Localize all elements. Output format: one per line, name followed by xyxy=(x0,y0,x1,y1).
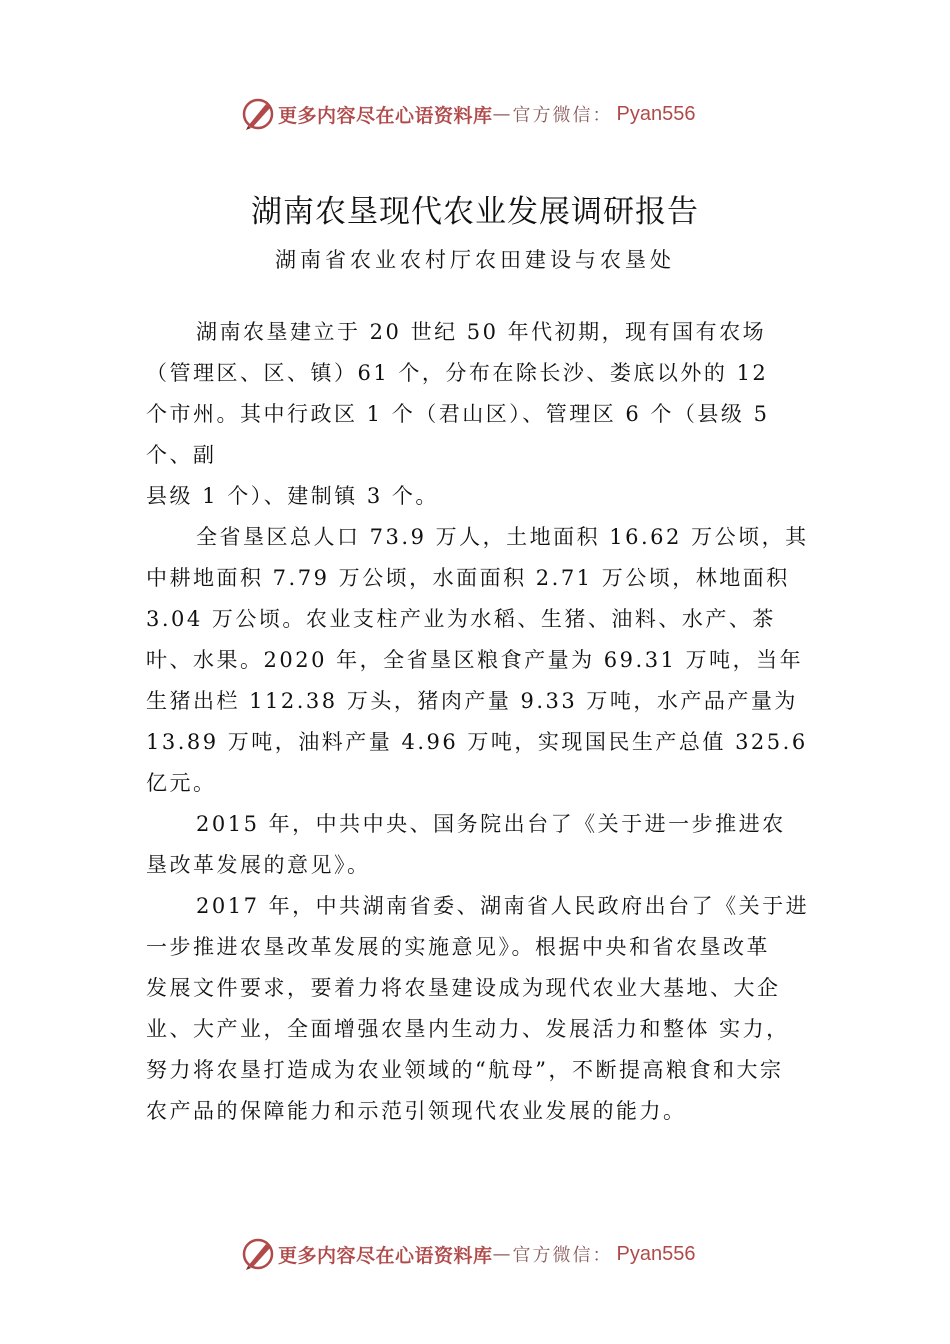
p4-line1: 2017 年，中共湖南省委、湖南省人民政府出台了《关于进 xyxy=(196,894,810,918)
watermark-wechat-id: Pyan556 xyxy=(616,102,696,125)
pen-logo-icon xyxy=(240,1236,276,1272)
p1-line1: 湖南农垦建立于 20 世纪 50 年代初期，现有国有农场 xyxy=(196,320,767,344)
p3-line2: 垦改革发展的意见》。 xyxy=(146,853,371,877)
watermark-wechat-id: Pyan556 xyxy=(616,1242,696,1265)
watermark-dash: — xyxy=(492,1243,513,1265)
p1-line4: 个、副 xyxy=(146,443,217,467)
p4-line2: 一步推进农垦改革发展的实施意见》。根据中央和省农垦改革 xyxy=(146,935,770,959)
watermark-wechat-label: 官方微信： xyxy=(512,105,613,126)
pen-logo-icon xyxy=(240,96,276,132)
watermark-brand: 更多内容尽在心语资料库 xyxy=(278,104,493,127)
p2-line5: 生猪出栏 112.38 万头，猪肉产量 9.33 万吨，水产品产量为 xyxy=(146,689,798,713)
p1-line2: （管理区、区、镇）61 个，分布在除长沙、娄底以外的 12 xyxy=(146,361,769,385)
watermark-header xyxy=(240,96,740,132)
document-title: 湖南农垦现代农业发展调研报告 xyxy=(251,194,699,230)
p2-line2: 中耕地面积 7.79 万公顷，水面面积 2.71 万公顷，林地面积 xyxy=(146,566,790,590)
watermark-footer xyxy=(240,1236,740,1272)
watermark-wechat-label: 官方微信： xyxy=(512,1245,613,1266)
p2-line3: 3.04 万公顷。农业支柱产业为水稻、生猪、油料、水产、茶 xyxy=(146,607,776,631)
p3-line1: 2015 年，中共中央、国务院出台了《关于进一步推进农 xyxy=(196,812,786,836)
document-body xyxy=(146,312,816,1132)
document-subtitle: 湖南省农业农村厅农田建设与农垦处 xyxy=(275,248,675,272)
p2-line6: 13.89 万吨，油料产量 4.96 万吨，实现国民生产总值 325.6 xyxy=(146,730,808,754)
p4-line4: 业、大产业，全面增强农垦内生动力、发展活力和整体 实力， xyxy=(146,1017,790,1041)
p4-line6: 农产品的保障能力和示范引领现代农业发展的能力。 xyxy=(146,1099,687,1123)
watermark-dash: — xyxy=(492,103,513,125)
p4-line3: 发展文件要求，要着力将农垦建设成为现代农业大基地、大企 xyxy=(146,976,781,1000)
p2-line4: 叶、水果。2020 年，全省垦区粮食产量为 69.31 万吨，当年 xyxy=(146,648,804,672)
p1-line5: 县级 1 个）、建制镇 3 个。 xyxy=(146,484,439,508)
p4-line5: 努力将农垦打造成为农业领域的“航母”，不断提高粮食和大宗 xyxy=(146,1058,784,1082)
p2-line7: 亿元。 xyxy=(146,771,217,795)
watermark-brand: 更多内容尽在心语资料库 xyxy=(278,1244,493,1267)
p1-line3: 个市州。其中行政区 1 个（君山区）、管理区 6 个（县级 5 xyxy=(146,402,770,426)
p2-line1: 全省垦区总人口 73.9 万人，土地面积 16.62 万公顷，其 xyxy=(196,525,809,549)
